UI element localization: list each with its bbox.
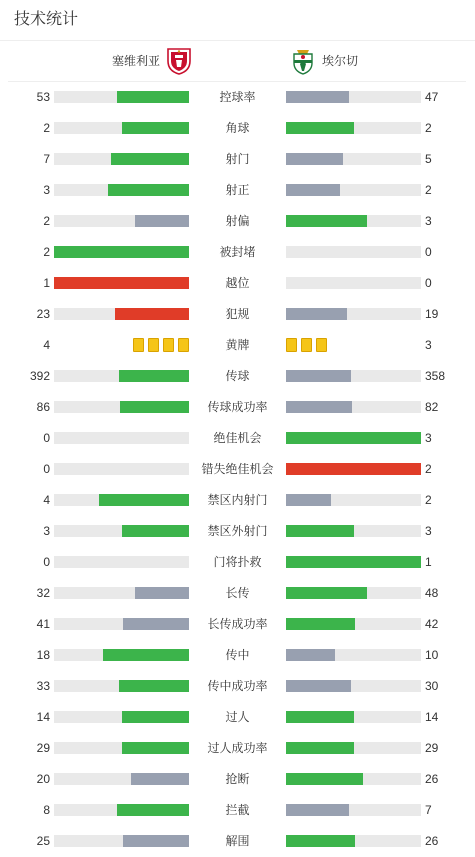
away-value: 26 (425, 834, 439, 848)
home-bar-fill (131, 773, 189, 785)
home-value: 32 (36, 586, 50, 600)
away-yellow-cards (286, 338, 327, 352)
away-bar-track (286, 835, 421, 847)
away-bar-fill (286, 122, 354, 134)
away-bar-fill (286, 804, 349, 816)
away-bar-fill (286, 91, 349, 103)
home-bar-track (54, 742, 189, 754)
home-bar-track (54, 618, 189, 630)
away-bar-fill (286, 649, 335, 661)
away-bar-fill (286, 463, 421, 475)
away-value: 47 (425, 90, 439, 104)
stat-row (0, 335, 475, 355)
stat-row (0, 707, 475, 727)
away-bar-track (286, 432, 421, 444)
away-bar-track (286, 649, 421, 661)
home-value: 7 (43, 152, 50, 166)
stat-label: 控球率 (219, 90, 256, 104)
home-bar-track (54, 835, 189, 847)
away-value: 0 (425, 245, 432, 259)
home-bar-track (54, 122, 189, 134)
stat-row (0, 211, 475, 231)
away-bar-track (286, 401, 421, 413)
home-value: 3 (43, 183, 50, 197)
stat-row (0, 273, 475, 293)
home-bar-fill (99, 494, 189, 506)
home-value: 8 (43, 803, 50, 817)
away-bar-fill (286, 153, 343, 165)
home-bar-fill (115, 308, 189, 320)
home-bar-fill (119, 680, 189, 692)
away-bar-fill (286, 680, 351, 692)
away-bar-fill (286, 308, 347, 320)
stat-label: 门将扑救 (213, 555, 262, 569)
home-bar-fill (135, 587, 189, 599)
away-bar-track (286, 370, 421, 382)
away-bar-fill (286, 184, 340, 196)
home-value: 0 (43, 431, 50, 445)
home-bar-track (54, 370, 189, 382)
away-bar-fill (286, 742, 354, 754)
header-divider (0, 40, 475, 41)
stat-label: 解围 (225, 834, 250, 848)
stat-row (0, 552, 475, 572)
home-bar-fill (122, 525, 190, 537)
away-bar-track (286, 618, 421, 630)
home-bar-track (54, 401, 189, 413)
stat-label: 角球 (225, 121, 250, 135)
stat-label: 传球成功率 (207, 400, 268, 414)
away-value: 82 (425, 400, 439, 414)
home-bar-track (54, 649, 189, 661)
away-bar-fill (286, 711, 354, 723)
stat-label: 禁区内射门 (207, 493, 268, 507)
home-bar-fill (122, 742, 190, 754)
away-value: 2 (425, 462, 432, 476)
home-team[interactable] (112, 47, 192, 75)
home-bar-track (54, 463, 189, 475)
stat-label: 绝佳机会 (213, 431, 262, 445)
home-bar-track (54, 246, 189, 258)
home-bar-fill (123, 618, 189, 630)
home-value: 25 (36, 834, 50, 848)
home-value: 4 (43, 493, 50, 507)
away-bar-track (286, 91, 421, 103)
stat-row (0, 459, 475, 479)
away-value: 29 (425, 741, 439, 755)
home-bar-fill (111, 153, 189, 165)
home-bar-fill (117, 91, 189, 103)
home-value: 23 (36, 307, 50, 321)
away-bar-track (286, 680, 421, 692)
home-bar-track (54, 587, 189, 599)
away-value: 3 (425, 524, 432, 538)
stat-row (0, 428, 475, 448)
away-value: 2 (425, 183, 432, 197)
home-bar-fill (54, 277, 189, 289)
home-value: 53 (36, 90, 50, 104)
home-bar-fill (122, 122, 190, 134)
away-bar-fill (286, 370, 351, 382)
home-bar-fill (123, 835, 189, 847)
away-bar-track (286, 277, 421, 289)
home-value: 2 (43, 214, 50, 228)
away-bar-fill (286, 401, 352, 413)
home-bar-fill (122, 711, 190, 723)
home-bar-track (54, 308, 189, 320)
home-bar-fill (135, 215, 189, 227)
stat-row (0, 614, 475, 634)
away-bar-track (286, 153, 421, 165)
yellow-card-icon (148, 338, 159, 352)
stat-label: 过人 (225, 710, 250, 724)
home-value: 4 (43, 338, 50, 352)
team-header-divider (8, 81, 466, 82)
stat-row (0, 831, 475, 851)
away-bar-track (286, 494, 421, 506)
stat-label: 长传成功率 (207, 617, 268, 631)
yellow-card-icon (133, 338, 144, 352)
home-value: 20 (36, 772, 50, 786)
stat-label: 被封堵 (219, 245, 256, 259)
away-bar-track (286, 742, 421, 754)
away-value: 14 (425, 710, 439, 724)
away-bar-fill (286, 432, 421, 444)
home-bar-fill (54, 246, 189, 258)
home-value: 41 (36, 617, 50, 631)
home-value: 1 (43, 276, 50, 290)
stat-label: 拦截 (225, 803, 250, 817)
home-value: 392 (29, 369, 50, 383)
away-bar-track (286, 246, 421, 258)
stat-row (0, 397, 475, 417)
stat-label: 长传 (225, 586, 250, 600)
away-bar-track (286, 804, 421, 816)
stat-label: 越位 (225, 276, 250, 290)
home-value: 0 (43, 555, 50, 569)
home-bar-track (54, 277, 189, 289)
home-bar-track (54, 525, 189, 537)
stat-label: 传中 (225, 648, 250, 662)
away-value: 3 (425, 431, 432, 445)
stat-label: 传球 (225, 369, 250, 383)
yellow-card-icon (178, 338, 189, 352)
stat-row (0, 118, 475, 138)
away-bar-track (286, 525, 421, 537)
home-bar-track (54, 711, 189, 723)
home-value: 0 (43, 462, 50, 476)
away-bar-track (286, 215, 421, 227)
stat-row (0, 738, 475, 758)
away-bar-fill (286, 835, 355, 847)
away-value: 2 (425, 493, 432, 507)
home-value: 2 (43, 245, 50, 259)
stat-label: 射正 (225, 183, 250, 197)
home-bar-track (54, 680, 189, 692)
home-bar-fill (119, 370, 189, 382)
away-value: 26 (425, 772, 439, 786)
home-bar-track (54, 432, 189, 444)
home-value: 86 (36, 400, 50, 414)
away-value: 358 (425, 369, 446, 383)
away-value: 3 (425, 338, 432, 352)
away-value: 0 (425, 276, 432, 290)
away-bar-track (286, 308, 421, 320)
home-value: 29 (36, 741, 50, 755)
stat-row (0, 87, 475, 107)
away-value: 3 (425, 214, 432, 228)
home-team-name: 塞维利亚 (112, 54, 161, 68)
home-bar-track (54, 494, 189, 506)
home-bar-fill (108, 184, 189, 196)
stat-label: 传中成功率 (207, 679, 268, 693)
away-bar-track (286, 122, 421, 134)
stat-row (0, 180, 475, 200)
away-bar-fill (286, 587, 367, 599)
away-bar-fill (286, 556, 421, 568)
home-bar-track (54, 773, 189, 785)
away-bar-fill (286, 215, 367, 227)
stat-label: 射门 (225, 152, 250, 166)
away-value: 48 (425, 586, 439, 600)
away-value: 7 (425, 803, 432, 817)
stat-label: 错失绝佳机会 (201, 462, 274, 476)
home-value: 14 (36, 710, 50, 724)
away-bar-track (286, 773, 421, 785)
away-value: 5 (425, 152, 432, 166)
stat-row (0, 304, 475, 324)
yellow-card-icon (286, 338, 297, 352)
away-bar-fill (286, 618, 355, 630)
away-team[interactable] (290, 47, 358, 75)
home-value: 18 (36, 648, 50, 662)
stat-row (0, 769, 475, 789)
away-bar-track (286, 711, 421, 723)
yellow-card-icon (163, 338, 174, 352)
stat-row (0, 645, 475, 665)
away-bar-fill (286, 773, 363, 785)
away-value: 2 (425, 121, 432, 135)
stat-row (0, 242, 475, 262)
stat-label: 射偏 (225, 214, 250, 228)
home-bar-track (54, 215, 189, 227)
home-bar-fill (120, 401, 189, 413)
away-bar-track (286, 587, 421, 599)
yellow-card-icon (316, 338, 327, 352)
home-bar-track (54, 804, 189, 816)
elche-badge-icon (290, 47, 316, 75)
home-bar-track (54, 91, 189, 103)
sevilla-badge-icon (166, 47, 192, 75)
home-value: 33 (36, 679, 50, 693)
home-bar-track (54, 184, 189, 196)
stat-row (0, 521, 475, 541)
yellow-card-icon (301, 338, 312, 352)
home-bar-track (54, 556, 189, 568)
away-value: 42 (425, 617, 439, 631)
home-bar-track (54, 153, 189, 165)
stat-label: 禁区外射门 (207, 524, 268, 538)
away-value: 30 (425, 679, 439, 693)
away-bar-track (286, 556, 421, 568)
away-bar-fill (286, 525, 354, 537)
away-team-name: 埃尔切 (322, 54, 359, 68)
stat-row (0, 583, 475, 603)
stat-row (0, 490, 475, 510)
away-bar-track (286, 184, 421, 196)
home-bar-fill (117, 804, 189, 816)
stat-row (0, 366, 475, 386)
away-bar-track (286, 463, 421, 475)
stat-row (0, 676, 475, 696)
home-value: 2 (43, 121, 50, 135)
stat-label: 犯规 (225, 307, 250, 321)
home-bar-fill (103, 649, 189, 661)
home-value: 3 (43, 524, 50, 538)
away-value: 10 (425, 648, 439, 662)
stat-label: 抢断 (225, 772, 250, 786)
away-value: 19 (425, 307, 439, 321)
page-title: 技术统计 (14, 11, 79, 28)
stat-row (0, 149, 475, 169)
home-yellow-cards (133, 338, 189, 352)
away-value: 1 (425, 555, 432, 569)
away-bar-fill (286, 494, 331, 506)
stat-row (0, 800, 475, 820)
stat-label: 黄牌 (225, 338, 250, 352)
stat-label: 过人成功率 (207, 741, 268, 755)
